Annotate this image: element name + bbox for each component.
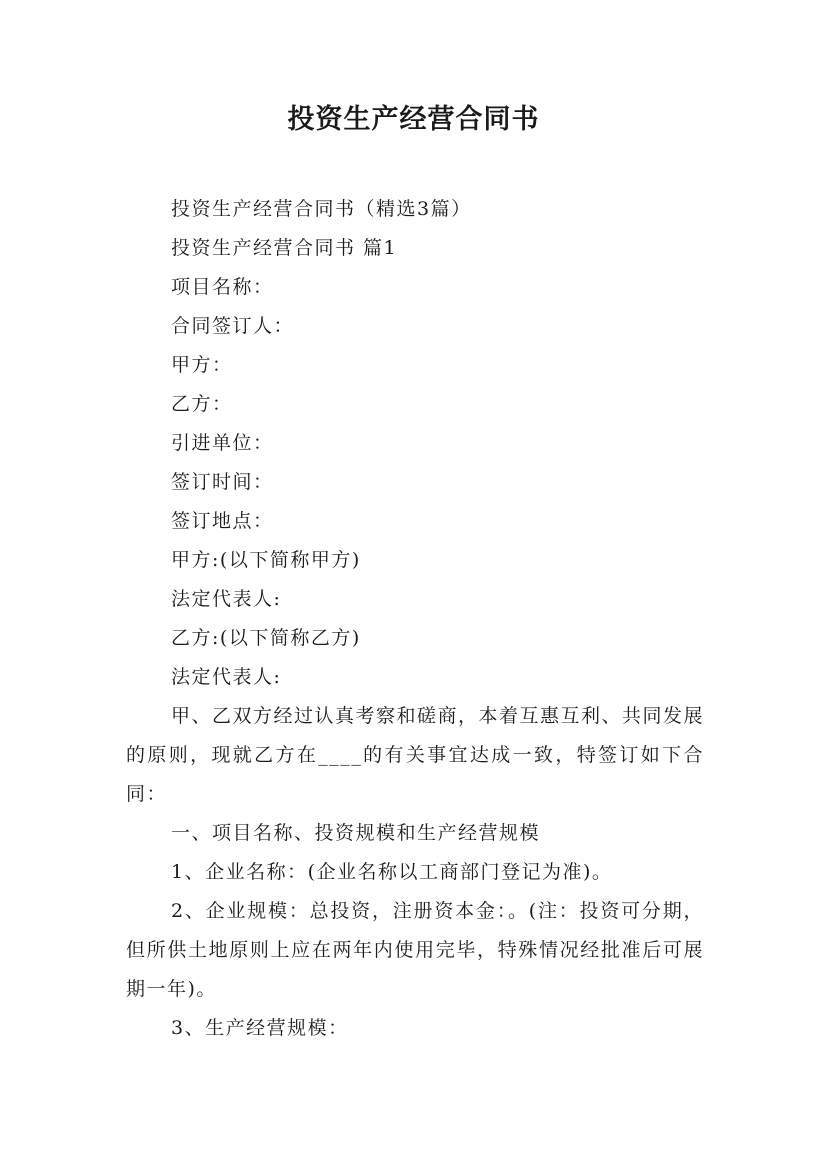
intro-paragraph: 甲、乙双方经过认真考察和磋商，本着互惠互利、共同发展的原则，现就乙方在____的有关事宜达成一致，特签订如下合同：	[126, 705, 705, 805]
clause-item-2: 2、企业规模：总投资，注册资本金：。(注：投资可分期，但所供土地原则上应在两年内使用完毕，特殊情况经批准后可展期一年)。	[126, 900, 704, 1000]
clause-item-3: 3、生产经营规模：	[171, 1017, 349, 1039]
section-heading: 一、项目名称、投资规模和生产经营规模	[171, 822, 541, 844]
document-title: 投资生产经营合同书	[287, 104, 540, 135]
field-party-a-short: 甲方:(以下简称甲方)	[171, 549, 361, 571]
field-party-b: 乙方：	[171, 393, 233, 415]
field-introducing-unit: 引进单位：	[171, 432, 274, 454]
field-legal-rep-b: 法定代表人:	[171, 666, 282, 688]
subtitle-line: 投资生产经营合同书（精选3篇）	[171, 198, 472, 220]
clause-item-1: 1、企业名称：(企业名称以工商部门登记为准)。	[171, 861, 613, 883]
field-contract-signer: 合同签订人：	[171, 315, 295, 337]
field-party-a: 甲方：	[171, 354, 233, 376]
field-signing-place: 签订地点：	[171, 510, 274, 532]
field-party-b-short: 乙方:(以下简称乙方)	[171, 627, 361, 649]
field-legal-rep-a: 法定代表人:	[171, 588, 282, 610]
chapter-heading: 投资生产经营合同书 篇1	[171, 237, 398, 259]
field-project-name: 项目名称：	[171, 276, 274, 298]
field-signing-time: 签订时间：	[171, 471, 274, 493]
document-body	[126, 190, 704, 1048]
